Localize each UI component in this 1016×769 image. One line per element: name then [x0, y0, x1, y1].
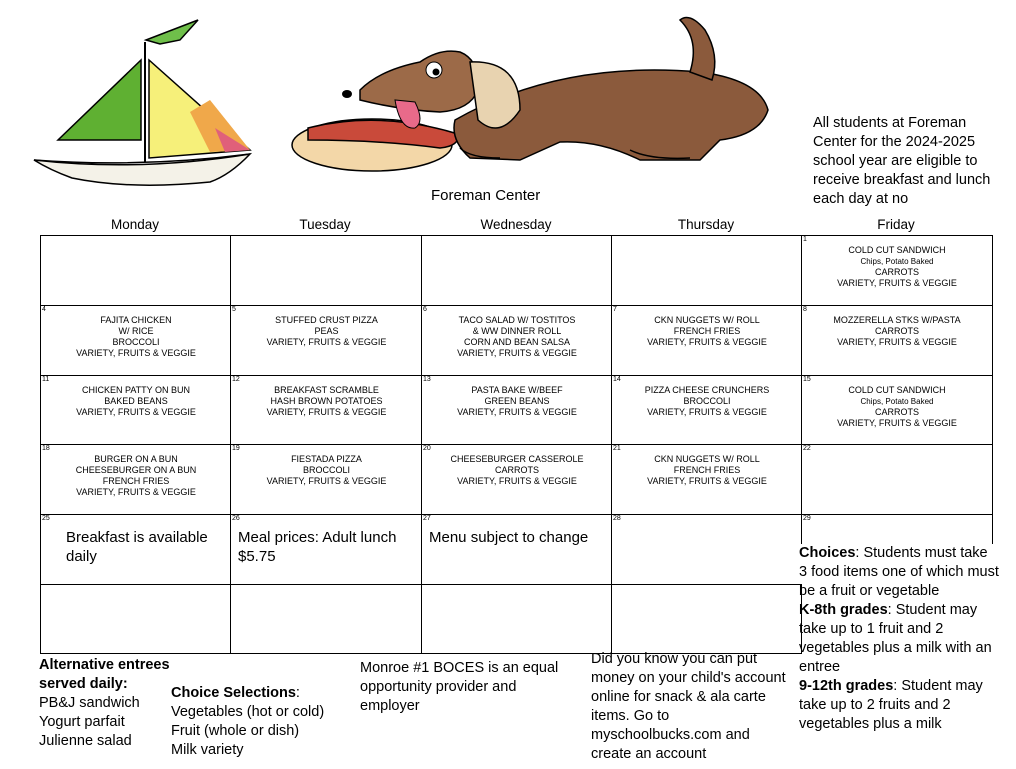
menu-item: CARROTS — [874, 326, 919, 336]
calendar-empty-cell — [611, 584, 802, 654]
day-number: 18 — [42, 445, 50, 452]
calendar-empty-cell — [40, 584, 231, 654]
menu-item: FAJITA CHICKEN — [100, 315, 172, 325]
menu-item: VARIETY, FRUITS & VEGGIE — [266, 337, 387, 347]
menu-item: VARIETY, FRUITS & VEGGIE — [647, 476, 767, 486]
menu-items — [612, 315, 802, 348]
day-number: 29 — [803, 515, 811, 522]
menu-item: FRENCH FRIES — [673, 465, 741, 475]
menu-item: VARIETY, FRUITS & VEGGIE — [457, 476, 577, 486]
menu-item: MOZZERELLA STKS W/PASTA — [833, 315, 961, 325]
menu-item: Chips, Potato Baked — [860, 257, 934, 266]
choice-selection-item: Milk variety — [171, 742, 244, 758]
calendar-day-cell — [421, 444, 612, 515]
menu-items — [612, 454, 802, 487]
calendar-day-cell — [611, 514, 802, 585]
menu-item: BROCCOLI — [302, 465, 350, 475]
menu-items — [41, 454, 231, 498]
calendar-day-cell — [611, 375, 802, 445]
alternative-entree-item: Julienne salad — [39, 733, 132, 749]
day-number: 28 — [613, 515, 621, 522]
day-number: 25 — [42, 515, 50, 522]
menu-item: STUFFED CRUST PIZZA — [275, 315, 378, 325]
menu-item: PIZZA CHEESE CRUNCHERS — [644, 385, 770, 395]
day-header-wednesday: Wednesday — [480, 217, 552, 232]
day-number: 20 — [423, 445, 431, 452]
menu-item: CHEESEBURGER ON A BUN — [75, 465, 197, 475]
calendar-day-cell — [801, 235, 993, 306]
calendar-note: Meal prices: Adult lunch $5.75 — [238, 529, 397, 565]
day-number: 22 — [803, 445, 811, 452]
calendar-note: Breakfast is available daily — [66, 529, 208, 565]
day-number: 15 — [803, 376, 811, 383]
choice-selections — [171, 684, 361, 760]
menu-item: FIESTADA PIZZA — [291, 454, 362, 464]
calendar-day-cell — [421, 235, 612, 306]
menu-item: VARIETY, FRUITS & VEGGIE — [266, 407, 387, 417]
calendar-empty-cell — [421, 584, 612, 654]
day-number: 21 — [613, 445, 621, 452]
dog-illustration — [292, 18, 768, 171]
day-header-thursday: Thursday — [677, 217, 735, 232]
day-number: 19 — [232, 445, 240, 452]
calendar-day-cell — [40, 375, 231, 445]
choices-rules — [799, 544, 999, 734]
choices-rule: Choices: Students must take 3 food items one of which must be a fruit or vegetable — [799, 545, 999, 599]
equal-opportunity-notice: Monroe #1 BOCES is an equal opportunity provider and employer — [360, 660, 559, 714]
eligibility-notice: All students at Foreman Center for the 2024-2025 school year are eligible to receive breakfast and lunch each day at no — [813, 115, 991, 207]
calendar-day-cell — [40, 444, 231, 515]
menu-items — [422, 454, 612, 487]
day-number: 14 — [613, 376, 621, 383]
day-number: 4 — [42, 306, 46, 313]
menu-items — [422, 385, 612, 418]
calendar-day-cell — [230, 305, 422, 376]
menu-items — [612, 385, 802, 418]
calendar-day-cell — [611, 235, 802, 306]
menu-item: FRENCH FRIES — [102, 476, 170, 486]
menu-item: BROCCOLI — [683, 396, 731, 406]
menu-item: VARIETY, FRUITS & VEGGIE — [76, 348, 196, 358]
calendar-day-cell — [40, 305, 231, 376]
calendar-day-cell — [611, 305, 802, 376]
calendar-day-cell — [230, 514, 422, 585]
menu-items — [802, 315, 992, 348]
menu-items — [41, 315, 231, 359]
hs-rule: 9-12th grades: Student may take up to 2 fruits and 2 vegetables plus a milk — [799, 678, 983, 732]
choice-selections-title: Choice Selections: — [171, 685, 300, 701]
day-number: 12 — [232, 376, 240, 383]
calendar-day-cell — [421, 375, 612, 445]
calendar-day-cell — [801, 514, 993, 544]
day-number: 26 — [232, 515, 240, 522]
menu-item: VARIETY, FRUITS & VEGGIE — [457, 348, 577, 358]
menu-item: VARIETY, FRUITS & VEGGIE — [837, 337, 957, 347]
menu-items — [41, 385, 231, 418]
alternative-entree-item: Yogurt parfait — [39, 714, 125, 730]
calendar-day-cell — [230, 235, 422, 306]
menu-item: BROCCOLI — [112, 337, 160, 347]
menu-item: COLD CUT SANDWICH — [848, 245, 946, 255]
menu-item: Chips, Potato Baked — [860, 397, 934, 406]
menu-item: HASH BROWN POTATOES — [270, 396, 383, 406]
menu-item: CHICKEN PATTY ON BUN — [81, 385, 190, 395]
k8-rule: K-8th grades: Student may take up to 1 fruit and 2 vegetables plus a milk with an entree — [799, 602, 992, 675]
calendar-empty-cell — [230, 584, 422, 654]
menu-item: VARIETY, FRUITS & VEGGIE — [647, 337, 767, 347]
menu-item: & WW DINNER ROLL — [472, 326, 562, 336]
menu-item: CHEESEBURGER CASSEROLE — [450, 454, 584, 464]
menu-item: BAKED BEANS — [104, 396, 168, 406]
menu-item: CKN NUGGETS W/ ROLL — [654, 454, 760, 464]
alternative-entree-item: PB&J sandwich — [39, 695, 140, 711]
menu-item: CARROTS — [874, 267, 919, 277]
menu-item: CARROTS — [874, 407, 919, 417]
menu-item: BREAKFAST SCRAMBLE — [274, 385, 379, 395]
menu-item: PEAS — [314, 326, 339, 336]
alternative-entrees — [39, 656, 189, 751]
choice-selection-item: Vegetables (hot or cold) — [171, 704, 325, 720]
menu-item: VARIETY, FRUITS & VEGGIE — [76, 407, 196, 417]
menu-item: CKN NUGGETS W/ ROLL — [654, 315, 760, 325]
day-header-tuesday: Tuesday — [299, 217, 351, 232]
calendar-note: Menu subject to change — [429, 529, 589, 546]
menu-item: VARIETY, FRUITS & VEGGIE — [457, 407, 577, 417]
menu-item: VARIETY, FRUITS & VEGGIE — [837, 418, 957, 428]
menu-item: COLD CUT SANDWICH — [848, 385, 946, 395]
day-number: 5 — [232, 306, 236, 313]
calendar-day-cell — [230, 375, 422, 445]
calendar-day-cell — [611, 444, 802, 515]
menu-item: GREEN BEANS — [484, 396, 550, 406]
menu-item: VARIETY, FRUITS & VEGGIE — [837, 278, 957, 288]
day-number: 8 — [803, 306, 807, 313]
menu-item: PASTA BAKE W/BEEF — [471, 385, 563, 395]
day-number: 7 — [613, 306, 617, 313]
day-number: 13 — [423, 376, 431, 383]
menu-item: VARIETY, FRUITS & VEGGIE — [266, 476, 387, 486]
day-number: 11 — [42, 376, 50, 383]
day-header-friday: Friday — [877, 217, 915, 232]
day-number: 1 — [803, 236, 807, 243]
calendar-day-cell — [801, 305, 993, 376]
menu-item: FRENCH FRIES — [673, 326, 741, 336]
day-header-monday: Monday — [110, 217, 160, 232]
menu-items — [231, 385, 422, 418]
calendar-day-cell — [40, 514, 231, 585]
alternative-entrees-title: Alternative entrees served daily: — [39, 657, 170, 692]
menu-item: VARIETY, FRUITS & VEGGIE — [647, 407, 767, 417]
menu-items — [231, 454, 422, 487]
menu-items — [802, 245, 992, 289]
menu-item: VARIETY, FRUITS & VEGGIE — [76, 487, 196, 497]
calendar-day-cell — [421, 514, 612, 585]
menu-items — [802, 385, 992, 429]
online-payment-notice: Did you know you can put money on your child's account online for snack & ala carte items. Go to myschoolbucks.com and create an account — [591, 651, 786, 762]
page-title: Foreman Center — [431, 187, 541, 204]
calendar-day-cell — [801, 375, 993, 445]
menu-item: CORN AND BEAN SALSA — [463, 337, 571, 347]
calendar-day-cell — [230, 444, 422, 515]
calendar-day-cell — [801, 444, 993, 515]
menu-item: TACO SALAD W/ TOSTITOS — [458, 315, 576, 325]
menu-item: W/ RICE — [118, 326, 154, 336]
choice-selection-item: Fruit (whole or dish) — [171, 723, 300, 739]
calendar-day-cell — [40, 235, 231, 306]
day-number: 27 — [423, 515, 431, 522]
menu-items — [231, 315, 422, 348]
menu-item: BURGER ON A BUN — [94, 454, 178, 464]
sailboat-illustration — [34, 20, 250, 185]
menu-items — [422, 315, 612, 359]
menu-item: CARROTS — [494, 465, 539, 475]
day-number: 6 — [423, 306, 427, 313]
calendar-day-cell — [421, 305, 612, 376]
